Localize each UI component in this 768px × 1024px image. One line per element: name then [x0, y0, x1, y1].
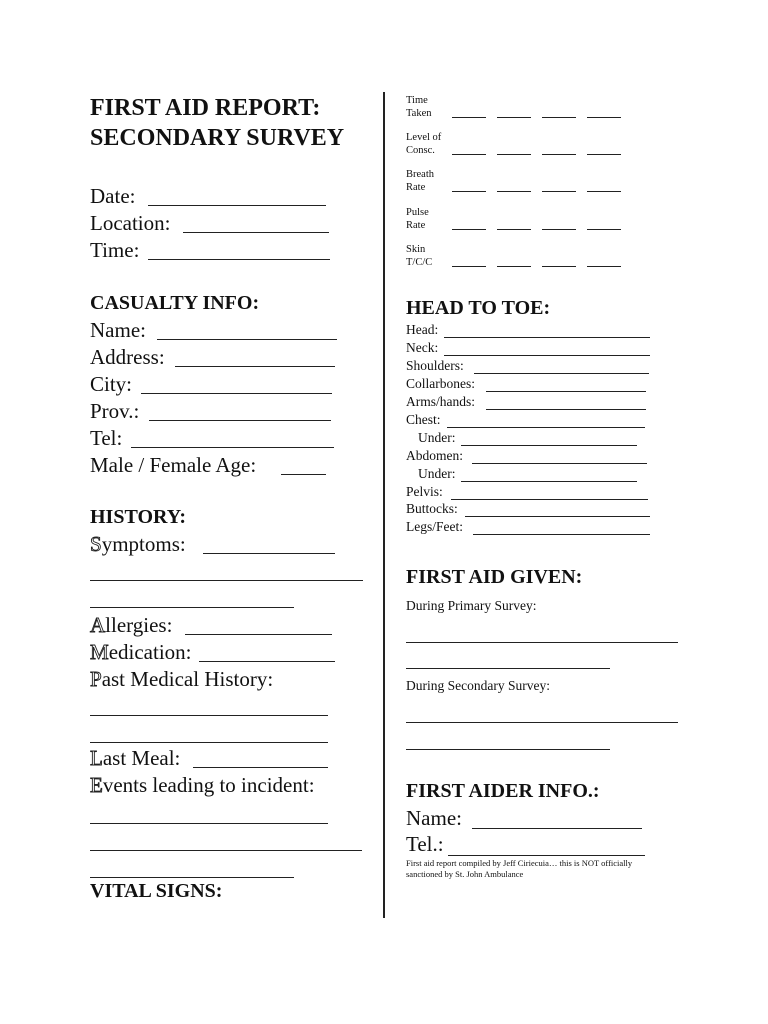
shoulders-label: Shoulders: — [406, 358, 464, 373]
footnote-line2: sanctioned by St. John Ambulance — [406, 869, 524, 879]
pulse-cell-4[interactable] — [587, 229, 621, 230]
allergies-initial: A — [90, 613, 106, 637]
events-initial: E — [90, 773, 103, 797]
pulse-cell-3[interactable] — [542, 229, 576, 230]
buttocks-field[interactable] — [465, 516, 650, 517]
symptoms-label — [90, 532, 186, 557]
casualty-prov-field[interactable] — [149, 420, 331, 421]
legs-feet-field[interactable] — [473, 534, 650, 535]
location-label: Location: — [90, 211, 171, 235]
past-medical-history-label — [90, 667, 273, 692]
symptoms-text: ymptoms: — [101, 532, 186, 556]
secondary-survey-label: During Secondary Survey: — [406, 678, 550, 693]
symptoms-field-line2[interactable] — [90, 580, 363, 581]
time-label: Time: — [90, 238, 140, 262]
shoulders-field[interactable] — [474, 373, 649, 374]
medication-initial: M — [90, 640, 109, 664]
events-field-line2[interactable] — [90, 850, 362, 851]
secondary-survey-field-line1[interactable] — [406, 722, 678, 723]
time-taken-cell-3[interactable] — [542, 117, 576, 118]
casualty-tel-label: Tel: — [90, 426, 123, 450]
events-field-line3[interactable] — [90, 877, 294, 878]
neck-label: Neck: — [406, 340, 439, 355]
casualty-tel-field[interactable] — [131, 447, 334, 448]
breath-cell-3[interactable] — [542, 191, 576, 192]
vital-signs-heading: VITAL SIGNS: — [90, 880, 223, 902]
collarbones-label: Collarbones: — [406, 376, 475, 391]
date-field[interactable] — [148, 205, 326, 206]
last-meal-field[interactable] — [193, 767, 328, 768]
primary-survey-field-line2[interactable] — [406, 668, 610, 669]
abdomen-label: Abdomen: — [406, 448, 463, 463]
first-aider-name-label: Name: — [406, 806, 462, 830]
head-field[interactable] — [444, 337, 650, 338]
casualty-name-label: Name: — [90, 318, 146, 342]
vital-row-pulse-rate: Pulse Rate — [406, 207, 429, 231]
history-heading: HISTORY: — [90, 506, 187, 528]
first-aider-tel-label: Tel.: — [406, 832, 444, 856]
form-title-line1: FIRST AID REPORT: — [90, 95, 321, 121]
past-text: ast Medical History: — [101, 667, 274, 691]
casualty-address-label: Address: — [90, 345, 165, 369]
primary-survey-field-line1[interactable] — [406, 642, 678, 643]
consc-cell-4[interactable] — [587, 154, 621, 155]
allergies-text: llergies: — [105, 613, 173, 637]
first-aider-name-field[interactable] — [472, 828, 642, 829]
past-history-field-line2[interactable] — [90, 742, 328, 743]
abdomen-under-label: Under: — [418, 466, 456, 481]
first-aider-info-heading: FIRST AIDER INFO.: — [406, 780, 600, 802]
events-label — [90, 773, 315, 798]
abdomen-field[interactable] — [472, 463, 647, 464]
vital-row-skin: Skin T/C/C — [406, 244, 433, 268]
arms-hands-label: Arms/hands: — [406, 394, 475, 409]
casualty-city-label: City: — [90, 372, 133, 396]
vital-row-breath-rate: Breath Rate — [406, 169, 434, 193]
allergies-field[interactable] — [185, 634, 332, 635]
legs-feet-label: Legs/Feet: — [406, 519, 463, 534]
form-title-line2: SECONDARY SURVEY — [90, 125, 345, 151]
breath-cell-1[interactable] — [452, 191, 486, 192]
medication-field[interactable] — [199, 661, 335, 662]
skin-cell-3[interactable] — [542, 266, 576, 267]
casualty-info-heading: CASUALTY INFO: — [90, 292, 260, 314]
time-field[interactable] — [148, 259, 330, 260]
pelvis-field[interactable] — [451, 499, 648, 500]
allergies-label — [90, 613, 172, 638]
symptoms-field-line3[interactable] — [90, 607, 294, 608]
neck-field[interactable] — [444, 355, 650, 356]
location-field[interactable] — [183, 232, 329, 233]
time-taken-cell-2[interactable] — [497, 117, 531, 118]
past-initial: P — [90, 667, 102, 691]
pulse-cell-1[interactable] — [452, 229, 486, 230]
secondary-survey-field-line2[interactable] — [406, 749, 610, 750]
first-aider-tel-field[interactable] — [448, 855, 645, 856]
sex-age-label: Male / Female Age: — [90, 453, 257, 477]
casualty-prov-label: Prov.: — [90, 399, 140, 423]
head-to-toe-heading: HEAD TO TOE: — [406, 297, 551, 319]
column-divider — [383, 92, 385, 918]
vital-row-time-taken: Time Taken — [406, 95, 432, 119]
age-field[interactable] — [281, 474, 326, 475]
chest-under-label: Under: — [418, 430, 456, 445]
first-aid-given-heading: FIRST AID GIVEN: — [406, 566, 583, 588]
casualty-name-field[interactable] — [157, 339, 337, 340]
head-label: Head: — [406, 322, 439, 337]
chest-field[interactable] — [447, 427, 645, 428]
breath-cell-4[interactable] — [587, 191, 621, 192]
skin-cell-2[interactable] — [497, 266, 531, 267]
pelvis-label: Pelvis: — [406, 484, 443, 499]
casualty-address-field[interactable] — [175, 366, 335, 367]
consc-cell-2[interactable] — [497, 154, 531, 155]
time-taken-cell-1[interactable] — [452, 117, 486, 118]
casualty-city-field[interactable] — [141, 393, 332, 394]
date-label: Date: — [90, 184, 136, 208]
time-taken-cell-4[interactable] — [587, 117, 621, 118]
pulse-cell-2[interactable] — [497, 229, 531, 230]
collarbones-field[interactable] — [486, 391, 646, 392]
consc-cell-1[interactable] — [452, 154, 486, 155]
primary-survey-label: During Primary Survey: — [406, 598, 537, 613]
events-field-line1[interactable] — [90, 823, 328, 824]
events-text: vents leading to incident: — [102, 773, 315, 797]
consc-cell-3[interactable] — [542, 154, 576, 155]
skin-cell-1[interactable] — [452, 266, 486, 267]
buttocks-label: Buttocks: — [406, 501, 458, 516]
skin-cell-4[interactable] — [587, 266, 621, 267]
medication-text: edication: — [108, 640, 192, 664]
symptoms-initial: S — [90, 532, 102, 556]
footnote-line1: First aid report compiled by Jeff Ciriecuia… this is NOT officially — [406, 858, 633, 868]
chest-label: Chest: — [406, 412, 441, 427]
last-meal-initial: L — [90, 746, 103, 770]
symptoms-field[interactable] — [203, 553, 335, 554]
arms-hands-field[interactable] — [486, 409, 646, 410]
medication-label — [90, 640, 192, 665]
last-meal-text: ast Meal: — [102, 746, 181, 770]
abdomen-under-field[interactable] — [461, 481, 637, 482]
breath-cell-2[interactable] — [497, 191, 531, 192]
chest-under-field[interactable] — [461, 445, 637, 446]
last-meal-label — [90, 746, 180, 771]
past-history-field-line1[interactable] — [90, 715, 328, 716]
vital-row-level-of-consc: Level of Consc. — [406, 132, 442, 156]
